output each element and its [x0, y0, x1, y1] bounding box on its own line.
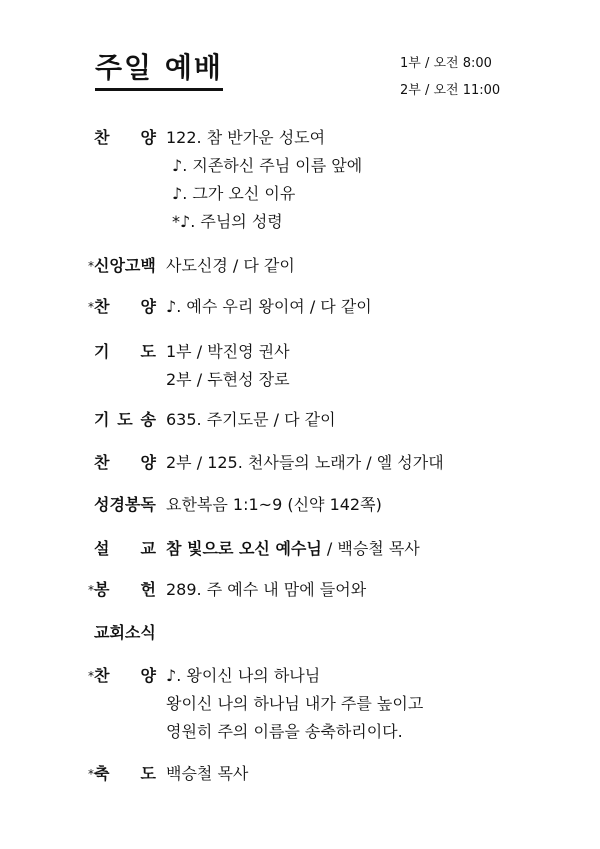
order-label: 찬 양	[94, 297, 156, 316]
order-item-news	[82, 619, 582, 647]
order-item-prayer	[82, 338, 582, 394]
order-line: ♪. 지존하신 주님 이름 앞에	[172, 156, 363, 175]
order-item-hymn-1	[82, 124, 582, 236]
order-content	[166, 619, 582, 647]
order-content	[166, 124, 582, 236]
standing-mark: *	[88, 669, 94, 683]
order-content	[166, 535, 582, 563]
order-line: ♪. 왕이신 나의 하나님	[166, 666, 321, 685]
standing-mark: *	[88, 767, 94, 781]
order-label: 설 교	[94, 539, 156, 558]
order-line: 1부 / 박진영 권사	[166, 342, 290, 361]
order-item-hymn-2	[82, 293, 582, 321]
order-label: 기 도	[94, 342, 156, 361]
order-line: ♪. 그가 오신 이유	[172, 184, 296, 203]
order-label: 기 도 송	[94, 410, 156, 429]
order-line: 2부 / 두현성 장로	[166, 370, 290, 389]
order-item-creed	[82, 252, 582, 280]
order-content	[166, 449, 582, 477]
order-line: 289. 주 예수 내 맘에 들어와	[166, 580, 367, 599]
order-line: 요한복음 1:1~9 (신약 142쪽)	[166, 495, 382, 514]
service-time-1: 1부 / 오전 8:00	[400, 56, 492, 71]
order-label: 찬 양	[94, 453, 156, 472]
order-label: 성경봉독	[94, 495, 156, 514]
order-line	[166, 535, 582, 563]
order-line: 2부 / 125. 천사들의 노래가 / 엘 성가대	[166, 453, 444, 472]
order-content	[166, 760, 582, 788]
order-item-benediction	[82, 760, 582, 788]
order-content	[166, 293, 582, 321]
service-times	[400, 50, 500, 104]
preacher: / 백승철 목사	[321, 539, 420, 558]
order-content	[166, 406, 582, 434]
order-line: 사도신경 / 다 같이	[166, 256, 295, 275]
standing-mark	[82, 619, 94, 647]
order-label: 신앙고백	[94, 256, 156, 275]
standing-mark	[82, 124, 94, 236]
page-title: 주일 예배	[95, 50, 223, 91]
standing-mark	[82, 535, 94, 563]
standing-mark	[82, 491, 94, 519]
order-item-hymn-closing	[82, 662, 582, 746]
order-content	[166, 662, 582, 746]
order-line: *♪. 주님의 성령	[172, 212, 283, 231]
standing-mark	[82, 449, 94, 477]
order-item-scripture	[82, 491, 582, 519]
order-item-prayer-song	[82, 406, 582, 434]
sermon-title: 참 빛으로 오신 예수님	[166, 539, 322, 558]
order-label: 교회소식	[94, 623, 156, 642]
standing-mark	[82, 338, 94, 394]
standing-mark: *	[88, 300, 94, 314]
standing-mark: *	[88, 259, 94, 273]
order-label: 찬 양	[94, 128, 156, 147]
standing-mark: *	[88, 583, 94, 597]
order-content	[166, 576, 582, 604]
order-item-sermon	[82, 535, 582, 563]
order-item-choir	[82, 449, 582, 477]
order-line: 백승철 목사	[166, 764, 249, 783]
order-line: 영원히 주의 이름을 송축하리이다.	[166, 722, 403, 741]
order-content	[166, 491, 582, 519]
order-label: 찬 양	[94, 666, 156, 685]
service-time-2: 2부 / 오전 11:00	[400, 83, 501, 98]
order-content	[166, 338, 582, 394]
order-line: ♪. 예수 우리 왕이여 / 다 같이	[166, 297, 372, 316]
standing-mark	[82, 406, 94, 434]
order-item-offering	[82, 576, 582, 604]
order-line: 635. 주기도문 / 다 같이	[166, 410, 336, 429]
order-line: 왕이신 나의 하나님 내가 주를 높이고	[166, 694, 424, 713]
order-label: 봉 헌	[94, 580, 156, 599]
order-line: 122. 참 반가운 성도여	[166, 128, 326, 147]
order-content	[166, 252, 582, 280]
order-label: 축 도	[94, 764, 156, 783]
